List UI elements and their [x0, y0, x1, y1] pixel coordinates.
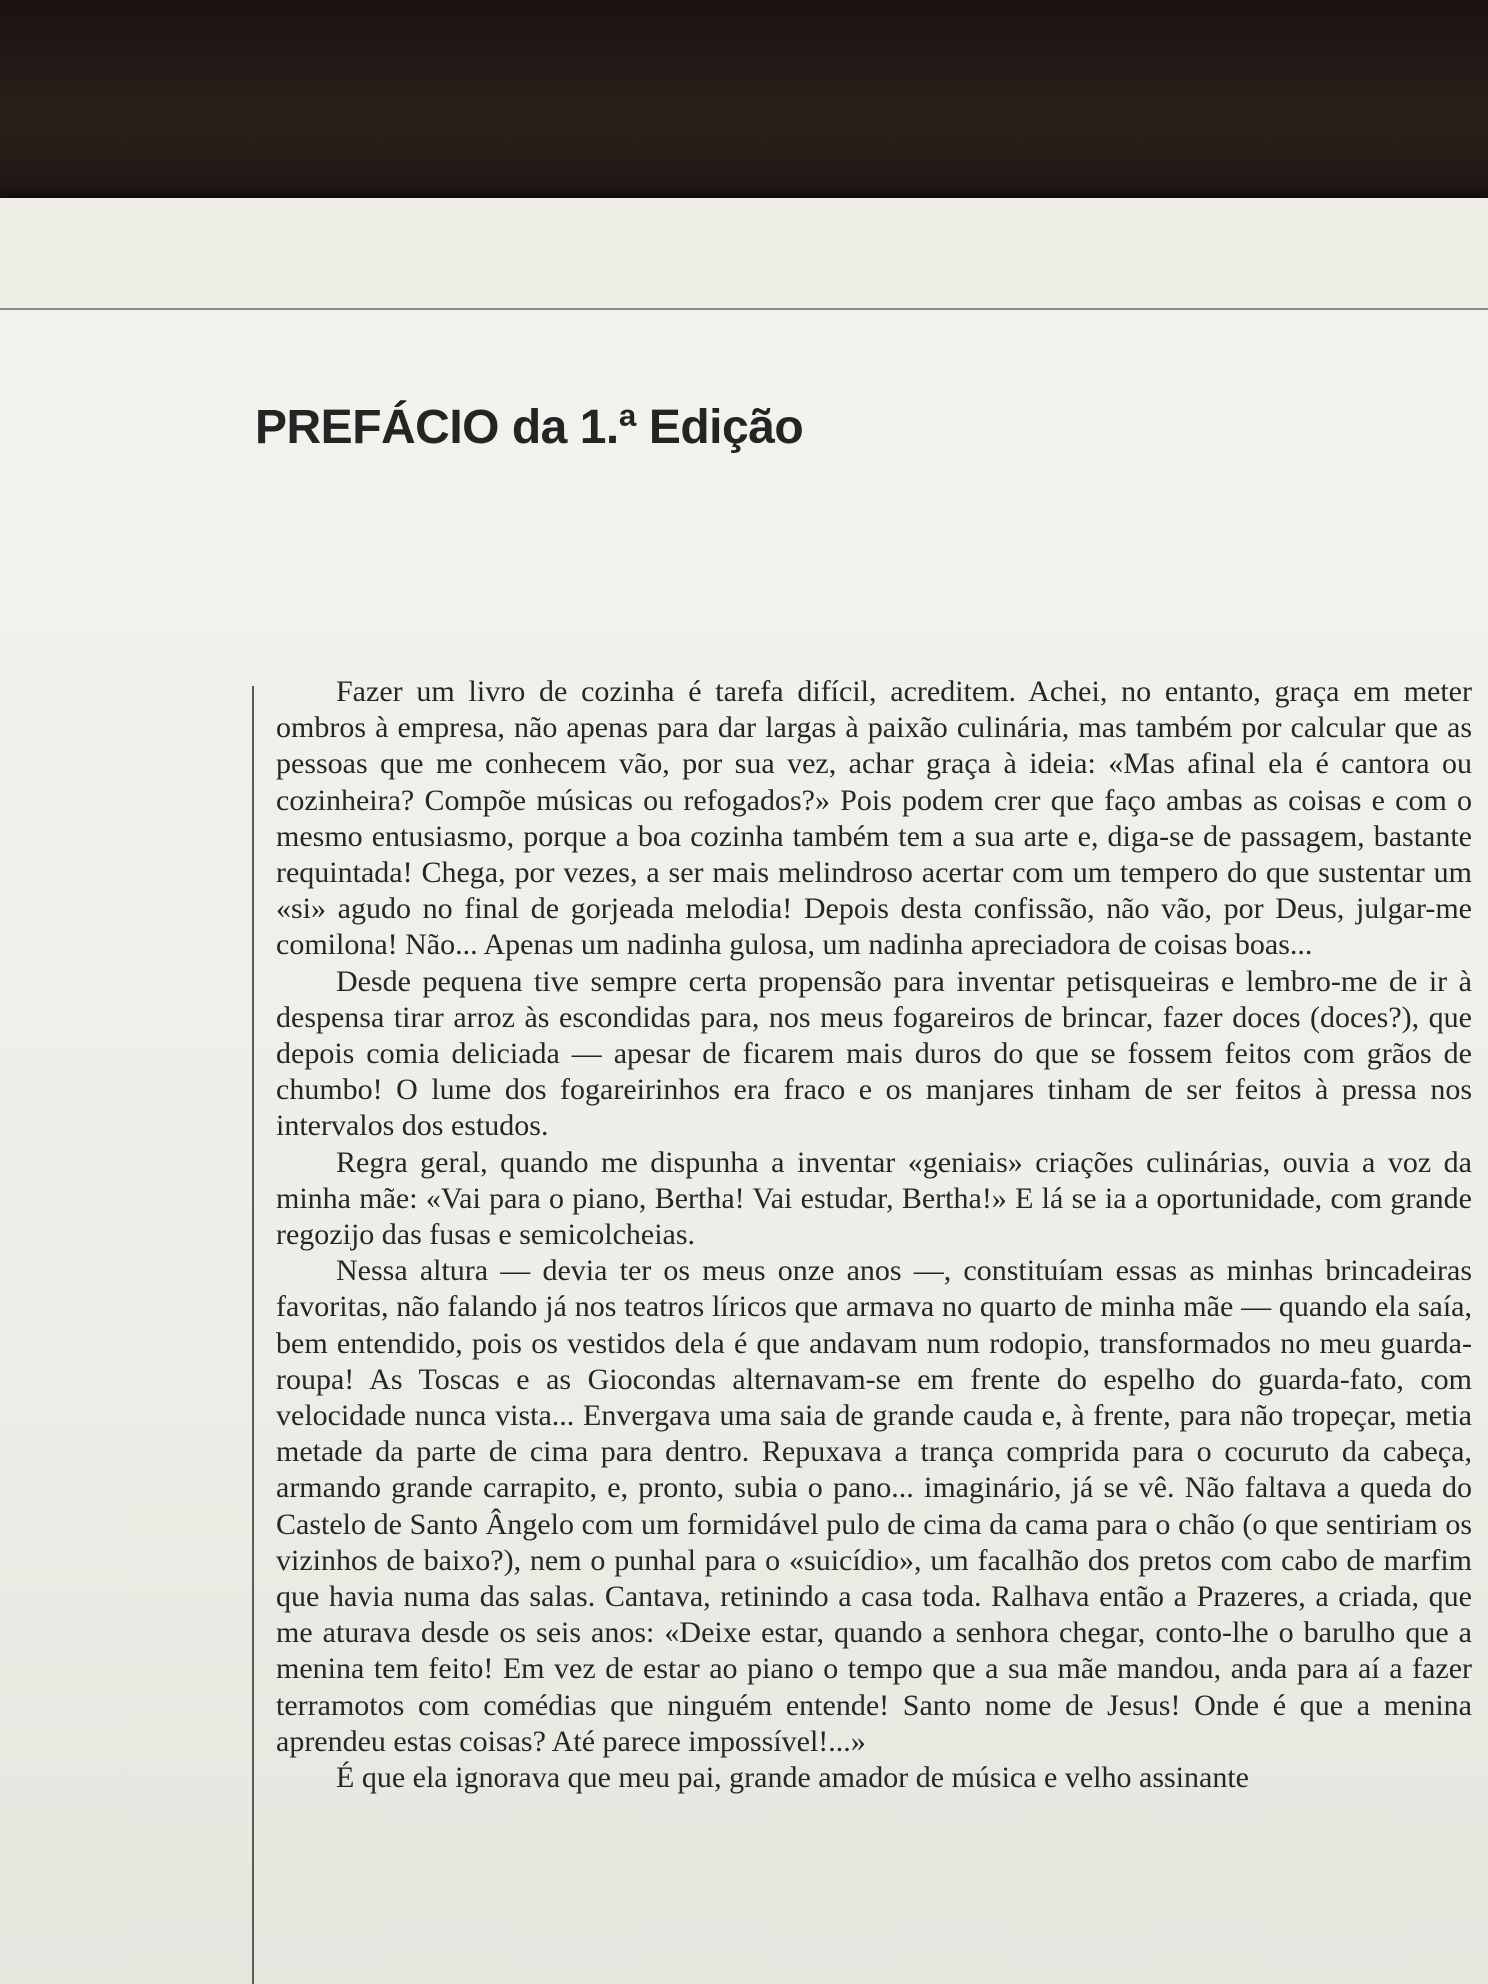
- wooden-table-background: [0, 0, 1488, 205]
- preface-body: [276, 674, 1472, 1796]
- paragraph: Fazer um livro de cozinha é tarefa difícil, acreditem. Achei, no entanto, graça em meter ombros à empresa, não apenas para dar largas à paixão culinária, mas também por calcular que as pessoas que me conhecem vão, por sua vez, achar graça à ideia: «Mas afinal ela é cantora ou cozinheira? Compõe músicas ou refogados?» Pois podem crer que faço ambas as coisas e com o mesmo entusiasmo, porque a boa cozinha também tem a sua arte e, diga-se de passagem, bastante requintada! Chega, por vezes, a ser mais melindroso acertar com um tempero do que sustentar um «si» agudo no final de gorjeada melodia! Depois desta confissão, não vão, por Deus, julgar-me comilona! Não... Apenas um nadinha gulosa, um nadinha apreciadora de coisas boas...: [276, 675, 1472, 962]
- paragraph: É que ela ignorava que meu pai, grande amador de música e velho assinante: [336, 1761, 1249, 1795]
- paragraph: Desde pequena tive sempre certa propensão para inventar petisqueiras e lembro-me de ir à despensa tirar arroz às escondidas para, nos meus fogareiros de brincar, fazer doces (doces?), que depois comia deliciada — apesar de ficarem mais duros do que se fossem feitos com grãos de chumbo! O lume dos fogareirinhos era fraco e os manjares tinham de ser feitos à pressa nos intervalos dos estudos.: [276, 964, 1472, 1143]
- paragraph: Regra geral, quando me dispunha a inventar «geniais» criações culinárias, ouvia a voz da minha mãe: «Vai para o piano, Bertha! Vai estudar, Bertha!» E lá se ia a oportunidade, com grande regozijo das fusas e semicolcheias.: [276, 1145, 1472, 1252]
- page-title: PREFÁCIO da 1.ª Edição: [255, 401, 804, 454]
- paragraph: Nessa altura — devia ter os meus onze anos —, constituíam essas as minhas brincadeiras favoritas, não falando já nos teatros líricos que armava no quarto de minha mãe — quando ela saía, bem entendido, pois os vestidos dela é que andavam num rodopio, transformados no meu guarda-roupa! As Toscas e as Giocondas alternavam-se em frente do espelho do guarda-fato, com velocidade nunca vista... Envergava uma saia de grande cauda e, à frente, para não tropeçar, metia metade da parte de cima para dentro. Repuxava a trança comprida para o cocuruto da cabeça, armando grande carrapito, e, pronto, subia o pano... imaginário, já se vê. Não faltava a queda do Castelo de Santo Ângelo com um formidável pulo de cima da cama para o chão (o que sentiriam os vizinhos de baixo?), nem o punhal para o «suicídio», um facalhão dos pretos com cabo de marfim que havia numa das salas. Cantava, retinindo a casa toda. Ralhava então a Prazeres, a criada, que me aturava desde os seis anos: «Deixe estar, quando a senhora chegar, conto-lhe o barulho que a menina tem feito! Em vez de estar ao piano o tempo que a sua mãe mandou, anda para aí a fazer terramotos com comédias que ninguém entende! Santo nome de Jesus! Onde é que a menina aprendeu estas coisas? Até parece impossível!...»: [276, 1254, 1472, 1758]
- margin-rule: [252, 686, 254, 1984]
